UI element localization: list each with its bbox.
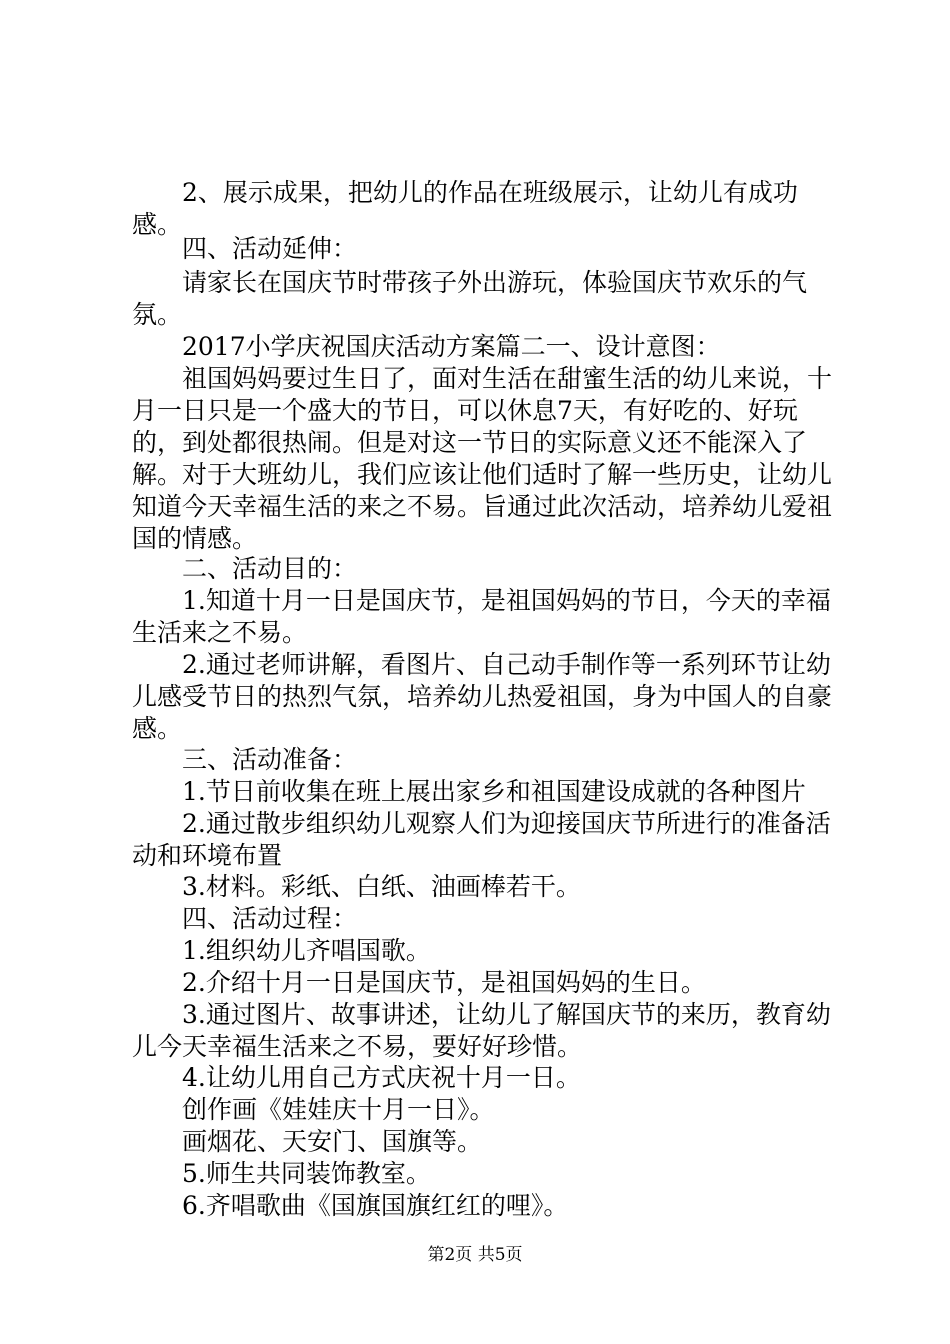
paragraph-design-intent: 祖国妈妈要过生日了，面对生活在甜蜜生活的幼儿来说，十月一日只是一个盛大的节日，可以休息7天，有好吃的、好玩的，到处都很热闹。但是对这一节日的实际意义还不能深入了解。对于大班幼儿，我们应该让他们适时了解一些历史，让幼儿知道今天幸福生活的来之不易。旨通过此次活动，培养幼儿爱祖国的情感。: [132, 364, 833, 553]
heading-design-intent: 2017小学庆祝国庆活动方案篇二一、设计意图：: [182, 332, 721, 361]
heading-activity-process: 四、活动过程：: [182, 904, 358, 933]
heading-activity-preparation: 三、活动准备：: [182, 745, 358, 774]
paragraph-prep-1: 1.节日前收集在班上展出家乡和祖国建设成就的各种图片: [182, 777, 806, 806]
paragraph-goal-2: 2.通过老师讲解，看图片、自己动手制作等一系列环节让幼儿感受节日的热烈气氛，培养幼儿热爱祖国，身为中国人的自豪感。: [132, 650, 833, 743]
paragraph-process-5: 5.师生共同装饰教室。: [182, 1159, 431, 1188]
paragraph-creative-drawing: 创作画《娃娃庆十月一日》。: [182, 1095, 495, 1124]
paragraph-prep-2: 2.通过散步组织幼儿观察人们为迎接国庆节所进行的准备活动和环境布置: [132, 809, 831, 870]
paragraph-goal-1: 1.知道十月一日是国庆节，是祖国妈妈的节日，今天的幸福生活来之不易。: [132, 586, 831, 647]
heading-activity-extension: 四、活动延伸：: [182, 234, 358, 263]
paragraph-prep-3: 3.材料。彩纸、白纸、油画棒若干。: [182, 872, 581, 901]
paragraph-process-1: 1.组织幼儿齐唱国歌。: [182, 936, 431, 965]
paragraph-process-3: 3.通过图片、故事讲述，让幼儿了解国庆节的来历，教育幼儿今天幸福生活来之不易，要好好珍惜。: [132, 1000, 831, 1061]
paragraph-show-results: 2、展示成果，把幼儿的作品在班级展示，让幼儿有成功感。: [132, 178, 798, 239]
paragraph-process-2: 2.介绍十月一日是国庆节，是祖国妈妈的生日。: [182, 968, 706, 997]
heading-activity-goals: 二、活动目的：: [182, 554, 358, 583]
page-footer: 第2页 共5页: [427, 1245, 523, 1265]
paragraph-process-4: 4.让幼儿用自己方式庆祝十月一日。: [182, 1063, 581, 1092]
paragraph-process-6: 6.齐唱歌曲《国旗国旗红红的哩》。: [182, 1191, 569, 1220]
paragraph-parents-outing: 请家长在国庆节时带孩子外出游玩，体验国庆节欢乐的气氛。: [132, 268, 808, 329]
paragraph-draw-items: 画烟花、天安门、国旗等。: [182, 1127, 483, 1156]
